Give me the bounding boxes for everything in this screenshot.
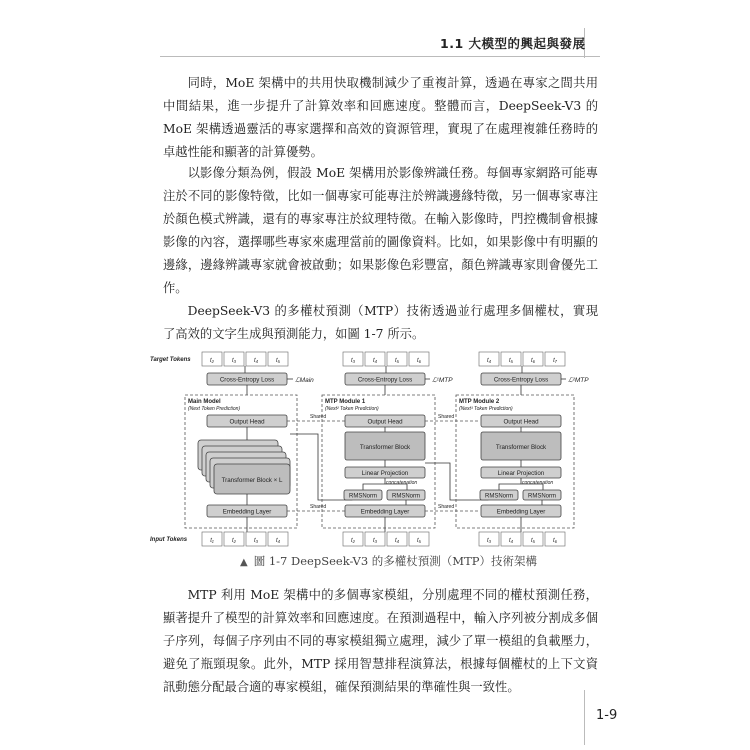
shared-label: Shared (438, 504, 455, 510)
target-tokens-label: Target Tokens (150, 357, 191, 363)
footer-divider (584, 690, 585, 745)
caption-text: 圖 1-7 DeepSeek-V3 的多權杖預測（MTP）技術架構 (253, 554, 537, 568)
main-input-token: t₄ (275, 538, 281, 544)
mtp2-rmsnorm-a-label: RMSNorm (485, 493, 513, 500)
main-loss-symbol: ℒMain (295, 377, 314, 384)
mtp2-input-token: t₃ (486, 538, 492, 544)
paragraph-3: DeepSeek-V3 的多權杖預測（MTP）技術透過並行處理多個權杖，實現了高效的文字生成與預測能力，如圖 1-7 所示。 (163, 304, 598, 341)
page-number: 1-9 (596, 708, 618, 723)
mtp1-target-token: t₄ (372, 358, 378, 364)
mtp2-embedding-label: Embedding Layer (496, 508, 546, 516)
mtp1-rmsnorm-b-label: RMSNorm (392, 493, 420, 500)
main-transformer-label: Transformer Block × L (221, 477, 283, 484)
mtp-module-1 (322, 352, 453, 546)
mtp1-input-token: t₃ (372, 538, 378, 544)
main-target-token: t₃ (231, 358, 237, 364)
mtp2-concat-label: concatenation (522, 480, 554, 486)
mtp2-target-token: t₄ (486, 358, 492, 364)
mtp2-rmsnorm-b-label: RMSNorm (528, 493, 556, 500)
mtp2-output-head-label: Output Head (503, 418, 539, 426)
mtp2-subtitle: (Next³ Token Prediction) (459, 406, 513, 412)
mtp1-target-token: t₃ (350, 358, 356, 364)
paragraph-1: 同時，MoE 架構中的共用快取機制減少了重複計算，透過在專家之間共用中間結果，進一步提升了計算效率和回應速度。整體而言，DeepSeek-V3 的 MoE 架構透過靈活的專家選擇和高效的資源管理，實現了在處理複雜任務時的卓越性能和顯著的計算優勢。 (163, 76, 598, 159)
mtp2-input-token: t₄ (508, 538, 514, 544)
mtp2-target-token: t₅ (508, 358, 514, 364)
mtp2-loss-label: Cross-Entropy Loss (493, 376, 549, 384)
mtp2-transformer-label: Transformer Block (495, 444, 547, 451)
mtp1-linear-label: Linear Projection (361, 470, 409, 477)
mtp1-title: MTP Module 1 (325, 399, 366, 405)
mtp1-loss-symbol: ℒ¹MTP (432, 377, 453, 384)
main-model (185, 352, 314, 546)
section-header: 1.1 大模型的興起與發展 (440, 36, 586, 51)
main-model-subtitle: (Next Token Prediction) (188, 406, 241, 412)
mtp2-title: MTP Module 2 (459, 399, 500, 405)
main-input-token: t₁ (210, 538, 214, 544)
main-target-token: t₄ (253, 358, 259, 364)
mtp-module-2 (456, 352, 589, 546)
mtp2-input-token: t₆ (552, 538, 558, 544)
mtp2-input-token: t₅ (530, 538, 536, 544)
mtp1-input-token: t₅ (416, 538, 422, 544)
shared-label: Shared (310, 414, 327, 420)
mtp1-rmsnorm-a-label: RMSNorm (349, 493, 377, 500)
shared-label: Shared (310, 504, 327, 510)
mtp1-input-token: t₂ (351, 538, 355, 544)
main-output-head-label: Output Head (229, 418, 265, 426)
mtp1-output-head-label: Output Head (367, 418, 403, 426)
paragraph-4: MTP 利用 MoE 架構中的多個專家模組，分別處理不同的權杖預測任務，顯著提升了模型的計算效率和回應速度。在預測過程中，輸入序列被分割成多個子序列，每個子序列由不同的專家模組獨立處理，減少了單一模組的負載壓力，避免了瓶頸現象。此外，MTP 採用智慧排程演算法，根據每個權杖的上下文資訊動態分配最合適的專家模組，確保預測結果的準確性與一致性。 (163, 588, 598, 694)
caption-marker: ▲ (240, 557, 248, 568)
input-tokens-label: Input Tokens (150, 537, 188, 543)
main-input-token: t₃ (253, 538, 259, 544)
main-embedding-label: Embedding Layer (222, 508, 272, 516)
paragraph-2: 以影像分類為例，假設 MoE 架構用於影像辨識任務。每個專家網路可能專注於不同的影像特徵，比如一個專家可能專注於辨識邊緣特徵，另一個專家專注於顏色模式辨識，還有的專家專注於紋理特徵。在輸入影像時，門控機制會根據影像的內容，選擇哪些專家來處理當前的圖像資料。比如，如果影像中有明顯的邊緣，邊緣辨識專家就會被啟動；如果影像色彩豐富，顏色辨識專家則會優先工作。 (163, 166, 598, 295)
mtp1-subtitle: (Next² Token Prediction) (325, 406, 379, 412)
main-target-token: t₅ (275, 358, 281, 364)
main-input-token: t₂ (232, 538, 236, 544)
mtp2-loss-symbol: ℒ²MTP (568, 377, 589, 384)
main-loss-label: Cross-Entropy Loss (219, 376, 275, 384)
mtp2-linear-label: Linear Projection (497, 470, 545, 477)
mtp1-loss-label: Cross-Entropy Loss (357, 376, 413, 384)
figure-caption (240, 553, 537, 569)
mtp2-target-token: t₆ (530, 358, 536, 364)
mtp1-input-token: t₄ (394, 538, 400, 544)
main-model-title: Main Model (188, 399, 221, 405)
mtp1-concat-label: concatenation (386, 480, 418, 486)
mtp2-target-token: t₇ (553, 358, 557, 364)
shared-label: Shared (438, 414, 455, 420)
mtp1-embedding-label: Embedding Layer (360, 508, 410, 516)
mtp1-target-token: t₆ (416, 358, 422, 364)
mtp1-target-token: t₅ (394, 358, 400, 364)
mtp1-transformer-label: Transformer Block (359, 444, 411, 451)
main-target-token: t₂ (210, 358, 214, 364)
